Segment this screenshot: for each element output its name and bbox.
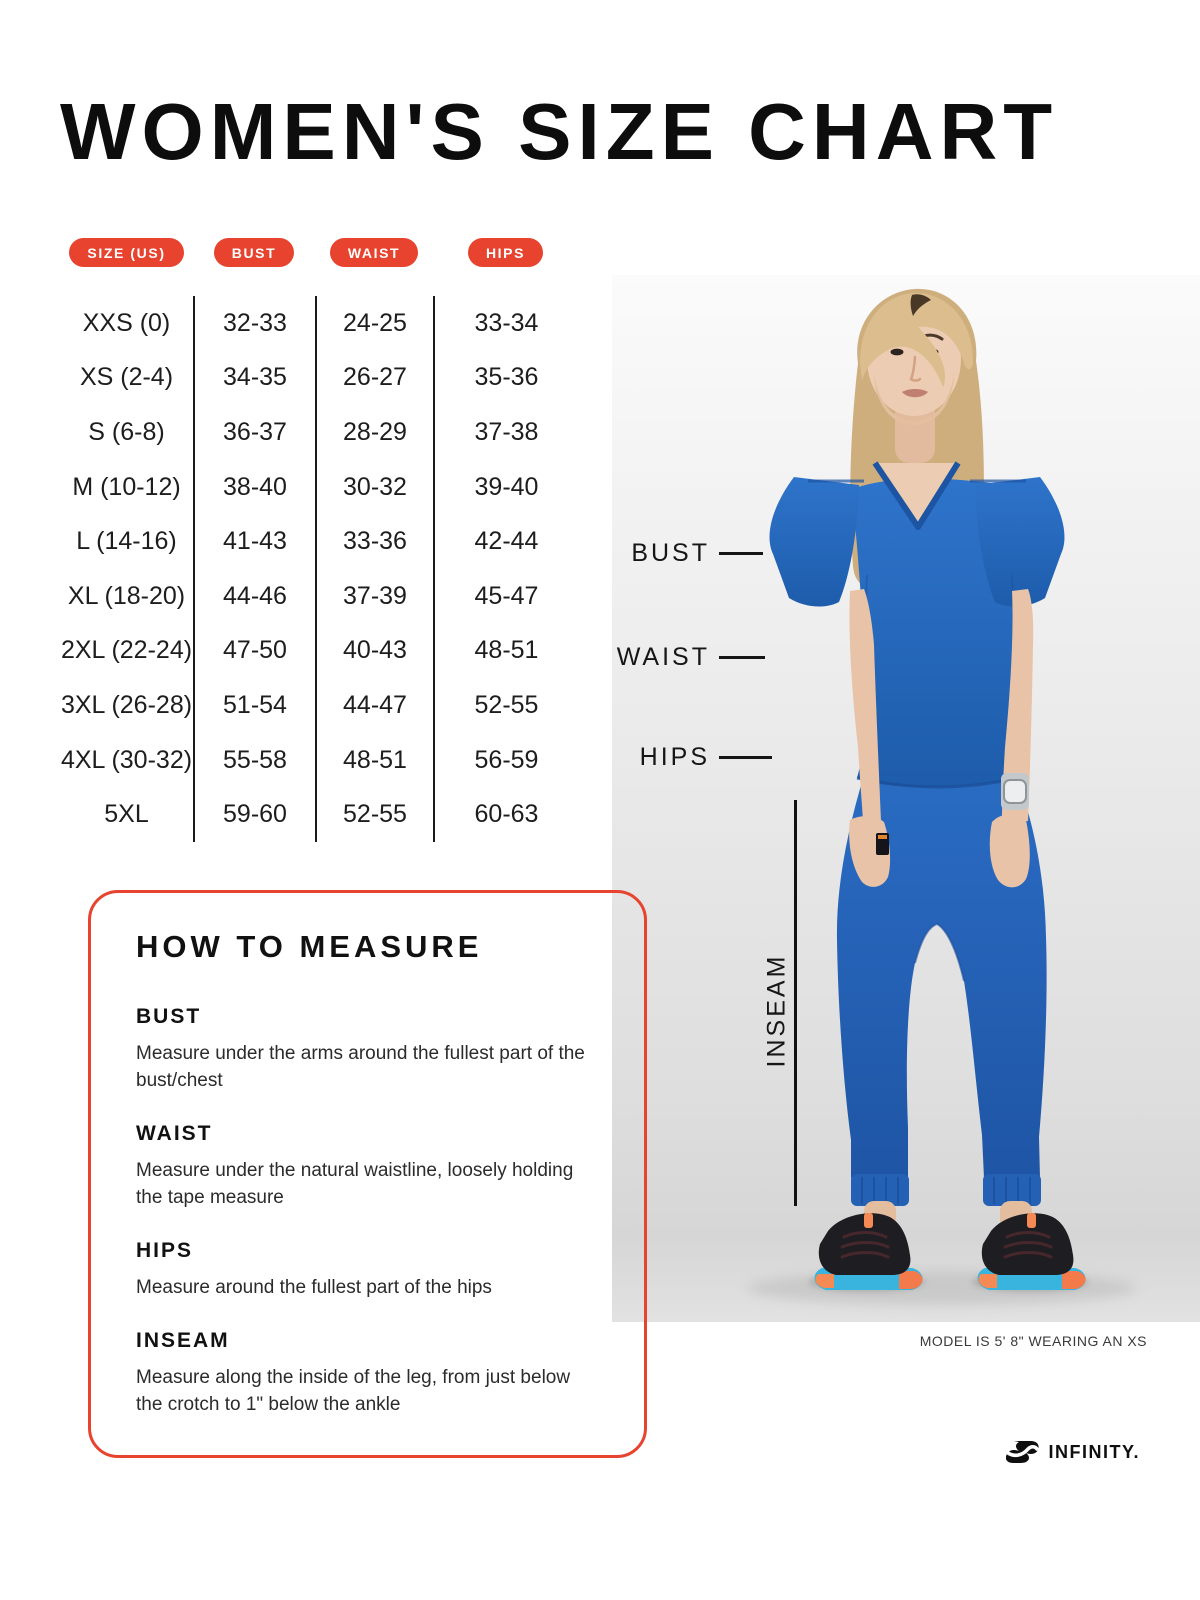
model-caption: MODEL IS 5' 8" WEARING AN XS (919, 1333, 1147, 1349)
size-label: 2XL (22-24) (60, 636, 193, 665)
waist-value: 33-36 (315, 514, 433, 569)
hips-value: 60-63 (433, 787, 578, 842)
size-label: XXS (0) (82, 308, 171, 337)
waist-pill: WAIST (330, 238, 418, 267)
column-header-bust (193, 238, 315, 296)
waist-value: 52-55 (315, 787, 433, 842)
hips-value: 48-51 (433, 624, 578, 679)
bust-value: 34-35 (193, 351, 315, 406)
waist-value: 30-32 (315, 460, 433, 515)
size-us-pill: SIZE (US) (69, 238, 183, 267)
infinity-logo-icon (1006, 1441, 1039, 1463)
measure-bust-text: Measure under the arms around the fullest part of the bust/chest (136, 1043, 585, 1091)
size-label: 4XL (30-32) (60, 745, 193, 774)
bust-value: 51-54 (193, 678, 315, 733)
size-table (60, 238, 578, 842)
hips-value: 33-34 (433, 296, 578, 351)
bust-pill: BUST (214, 238, 295, 267)
hips-pointer-line (719, 756, 772, 759)
measure-waist-text: Measure under the natural waistline, loosely holding the tape measure (136, 1159, 574, 1208)
measure-bust-heading: BUST (136, 1005, 202, 1028)
column-header-hips (433, 238, 578, 296)
model-photo (612, 275, 1200, 1322)
page-title: WOMEN'S SIZE CHART (60, 87, 1059, 176)
bust-value: 44-46 (193, 569, 315, 624)
hips-value: 35-36 (433, 351, 578, 406)
bust-pointer-text: BUST (631, 539, 710, 567)
measure-hips-text: Measure around the fullest part of the hips (136, 1276, 492, 1298)
bust-value: 55-58 (193, 733, 315, 788)
size-label: M (10-12) (72, 472, 181, 501)
column-header-waist (315, 238, 433, 296)
size-label: XL (18-20) (67, 581, 186, 610)
waist-pointer-line (719, 656, 765, 659)
brand-wordmark: INFINITY. (1048, 1441, 1140, 1462)
hips-value: 42-44 (433, 514, 578, 569)
size-label: S (6-8) (88, 417, 165, 446)
hips-value: 37-38 (433, 405, 578, 460)
hips-value: 56-59 (433, 733, 578, 788)
measure-inseam-heading: INSEAM (136, 1328, 230, 1352)
bust-value: 41-43 (193, 514, 315, 569)
hips-pointer-label (600, 743, 772, 772)
hips-pointer-text: HIPS (639, 743, 710, 771)
inseam-pointer-line (794, 800, 797, 1206)
hips-value: 39-40 (433, 460, 578, 515)
waist-value: 26-27 (315, 351, 433, 406)
size-label: L (14-16) (76, 527, 177, 556)
waist-value: 44-47 (315, 678, 433, 733)
brand-logo (1006, 1441, 1140, 1463)
measure-waist-heading: WAIST (136, 1121, 213, 1145)
inseam-pointer-text: INSEAM (762, 953, 791, 1068)
waist-value: 37-39 (315, 569, 433, 624)
waist-value: 24-25 (315, 296, 433, 351)
how-to-measure-title: HOW TO MEASURE (136, 929, 483, 964)
column-header-size (60, 238, 193, 296)
size-label: 3XL (26-28) (60, 690, 193, 719)
bust-value: 47-50 (193, 624, 315, 679)
bust-pointer-line (719, 552, 763, 555)
waist-pointer-label (600, 643, 765, 672)
waist-value: 48-51 (315, 733, 433, 788)
size-label: XS (2-4) (79, 363, 174, 392)
hips-value: 52-55 (433, 678, 578, 733)
measure-hips-heading: HIPS (136, 1238, 194, 1262)
how-to-measure-box (88, 890, 647, 1458)
measure-inseam-text: Measure along the inside of the leg, from just below the crotch to 1" below the ankle (136, 1366, 571, 1415)
waist-pointer-text: WAIST (616, 643, 710, 671)
bust-value: 32-33 (193, 296, 315, 351)
model-illustration (612, 275, 1200, 1322)
bust-pointer-label (600, 539, 763, 568)
bust-value: 36-37 (193, 405, 315, 460)
waist-value: 40-43 (315, 624, 433, 679)
bust-value: 38-40 (193, 460, 315, 515)
bust-value: 59-60 (193, 787, 315, 842)
hips-pill: HIPS (468, 238, 543, 267)
hips-value: 45-47 (433, 569, 578, 624)
waist-value: 28-29 (315, 405, 433, 460)
size-label: 5XL (104, 800, 149, 829)
